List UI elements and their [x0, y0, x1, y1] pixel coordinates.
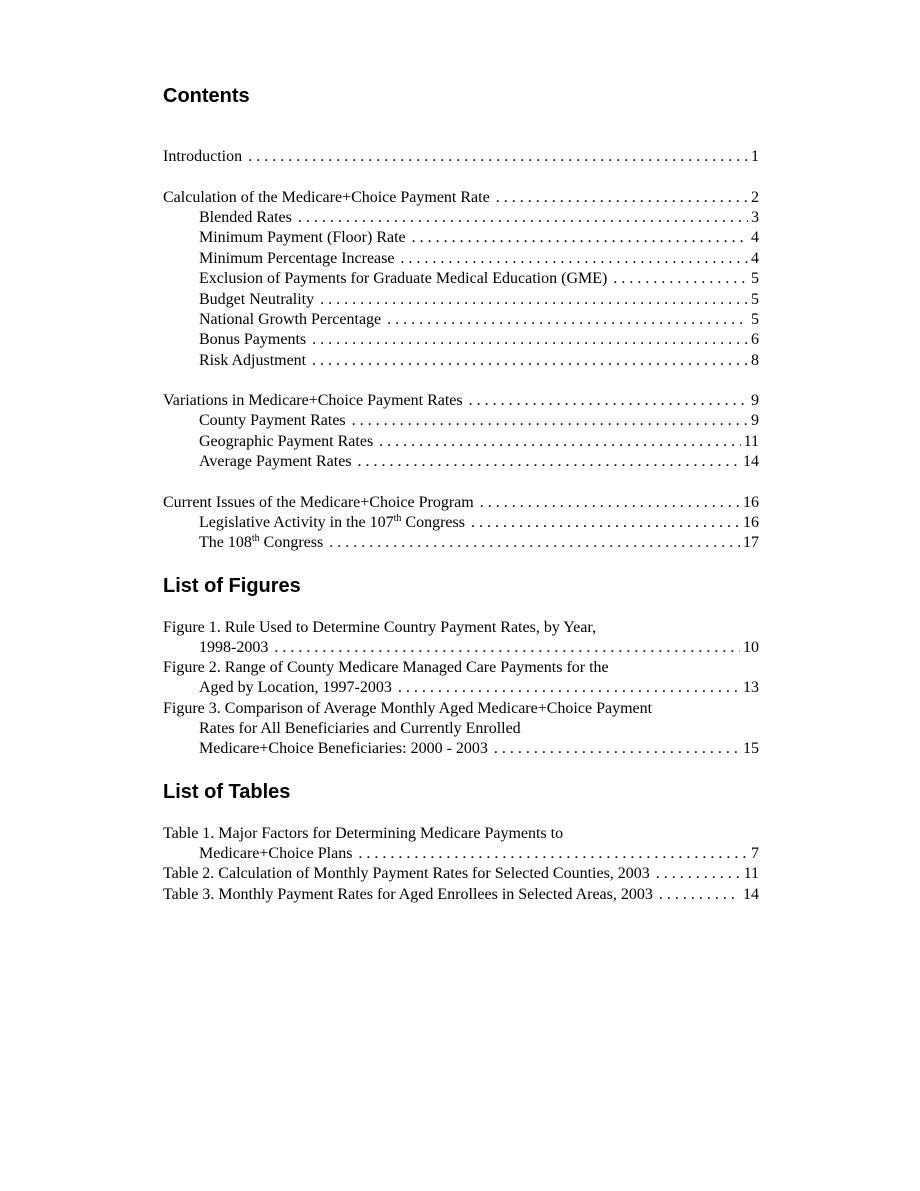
- toc-entry-title: Minimum Payment (Floor) Rate: [199, 229, 406, 246]
- table-entry-title[interactable]: Table 1. Major Factors for Determining Medicare Payments to: [163, 825, 564, 842]
- contents-heading: Contents: [163, 85, 250, 107]
- dot-leader: [659, 885, 740, 905]
- toc-subentry[interactable]: [199, 228, 759, 248]
- dot-leader: [298, 208, 748, 228]
- toc-entry-page: 16: [743, 494, 759, 511]
- toc-entry-title: Variations in Medicare+Choice Payment Rates: [163, 392, 463, 409]
- toc-subentry[interactable]: [199, 330, 759, 350]
- toc-entry-page: 14: [743, 453, 759, 470]
- toc-entry-title: National Growth Percentage: [199, 311, 382, 328]
- toc-subentry[interactable]: [199, 290, 759, 310]
- toc-entry-title: Medicare+Choice Beneficiaries: 2000 - 2003: [199, 740, 488, 757]
- toc-entry-page: 10: [743, 639, 759, 656]
- toc-subentry[interactable]: [199, 310, 759, 330]
- toc-entry-title: Bonus Payments: [199, 331, 307, 348]
- toc-entry-page: 1: [751, 148, 759, 165]
- toc-subentry[interactable]: [199, 351, 759, 371]
- toc-entry-title: Average Payment Rates: [199, 453, 352, 470]
- toc-entry-page: 14: [743, 886, 759, 903]
- toc-entry-current-issues[interactable]: [163, 493, 759, 513]
- dot-leader: [312, 351, 748, 371]
- toc-entry-page: 9: [751, 392, 759, 409]
- dot-leader: [471, 513, 740, 533]
- toc-entry-title: Risk Adjustment: [199, 352, 307, 369]
- table-entry[interactable]: [199, 844, 759, 864]
- dot-leader: [312, 330, 748, 350]
- toc-entry-page: 8: [751, 352, 759, 369]
- dot-leader: [320, 290, 748, 310]
- figure-entry-title[interactable]: Figure 2. Range of County Medicare Managed Care Payments for the: [163, 659, 609, 676]
- toc-entry-title: Aged by Location, 1997-2003: [199, 679, 392, 696]
- toc-entry-variations[interactable]: [163, 391, 759, 411]
- table-entry[interactable]: [163, 885, 759, 905]
- toc-entry-page: 15: [743, 740, 759, 757]
- dot-leader: [469, 391, 748, 411]
- dot-leader: [387, 310, 748, 330]
- toc-entry-title: Table 3. Monthly Payment Rates for Aged Enrollees in Selected Areas, 2003: [163, 886, 653, 903]
- toc-entry-title: Exclusion of Payments for Graduate Medical Education (GME): [199, 270, 608, 287]
- dot-leader: [379, 432, 740, 452]
- figure-entry[interactable]: [199, 678, 759, 698]
- toc-entry-title: The 108th Congress: [199, 533, 324, 551]
- dot-leader: [358, 844, 748, 864]
- toc-subentry[interactable]: [199, 432, 759, 452]
- dot-leader: [274, 638, 740, 658]
- table-entry[interactable]: [163, 864, 759, 884]
- dot-leader: [494, 739, 740, 759]
- dot-leader: [496, 188, 748, 208]
- toc-subentry[interactable]: [199, 411, 759, 431]
- toc-entry-page: 13: [743, 679, 759, 696]
- toc-subentry[interactable]: [199, 452, 759, 472]
- dot-leader: [656, 864, 741, 884]
- toc-entry-title: Legislative Activity in the 107th Congress: [199, 513, 465, 531]
- toc-entry-page: 5: [751, 291, 759, 308]
- toc-entry-title: County Payment Rates: [199, 412, 346, 429]
- toc-entry-page: 2: [751, 189, 759, 206]
- figure-entry[interactable]: [199, 739, 759, 759]
- dot-leader: [329, 533, 740, 553]
- tables-heading: List of Tables: [163, 781, 291, 803]
- figure-entry[interactable]: [199, 638, 759, 658]
- toc-entry-page: 11: [743, 433, 759, 450]
- dot-leader: [412, 228, 748, 248]
- toc-entry-page: 7: [751, 845, 759, 862]
- toc-subentry[interactable]: [199, 513, 759, 533]
- toc-entry-page: 11: [743, 865, 759, 882]
- figure-entry-continued: Rates for All Beneficiaries and Currently Enrolled: [199, 720, 521, 737]
- figure-entry-title[interactable]: Figure 3. Comparison of Average Monthly Aged Medicare+Choice Payment: [163, 700, 653, 717]
- figure-entry-title[interactable]: Figure 1. Rule Used to Determine Country Payment Rates, by Year,: [163, 619, 597, 636]
- toc-entry-page: 3: [751, 209, 759, 226]
- toc-entry-title: 1998-2003: [199, 639, 269, 656]
- dot-leader: [400, 249, 748, 269]
- toc-subentry[interactable]: [199, 249, 759, 269]
- toc-subentry[interactable]: [199, 533, 759, 553]
- toc-entry-page: 5: [751, 311, 759, 328]
- toc-entry-page: 16: [743, 514, 759, 531]
- toc-entry-introduction[interactable]: [163, 147, 759, 167]
- toc-entry-title: Current Issues of the Medicare+Choice Program: [163, 494, 474, 511]
- dot-leader: [358, 452, 740, 472]
- toc-entry-page: 6: [751, 331, 759, 348]
- toc-subentry[interactable]: [199, 208, 759, 228]
- toc-entry-page: 17: [743, 534, 759, 551]
- toc-subentry[interactable]: [199, 269, 759, 289]
- toc-entry-calculation[interactable]: [163, 188, 759, 208]
- toc-entry-title: Budget Neutrality: [199, 291, 315, 308]
- toc-entry-page: 5: [751, 270, 759, 287]
- figures-heading: List of Figures: [163, 575, 301, 597]
- toc-entry-title: Medicare+Choice Plans: [199, 845, 353, 862]
- dot-leader: [480, 493, 740, 513]
- toc-entry-page: 9: [751, 412, 759, 429]
- toc-entry-title: Calculation of the Medicare+Choice Payment Rate: [163, 189, 490, 206]
- toc-entry-page: 4: [751, 250, 759, 267]
- dot-leader: [613, 269, 748, 289]
- toc-entry-title: Geographic Payment Rates: [199, 433, 374, 450]
- toc-entry-title: Blended Rates: [199, 209, 292, 226]
- dot-leader: [398, 678, 740, 698]
- dot-leader: [352, 411, 748, 431]
- toc-entry-title: Introduction: [163, 148, 243, 165]
- toc-entry-title: Table 2. Calculation of Monthly Payment Rates for Selected Counties, 2003: [163, 865, 650, 882]
- toc-entry-title: Minimum Percentage Increase: [199, 250, 395, 267]
- dot-leader: [248, 147, 748, 167]
- toc-entry-page: 4: [751, 229, 759, 246]
